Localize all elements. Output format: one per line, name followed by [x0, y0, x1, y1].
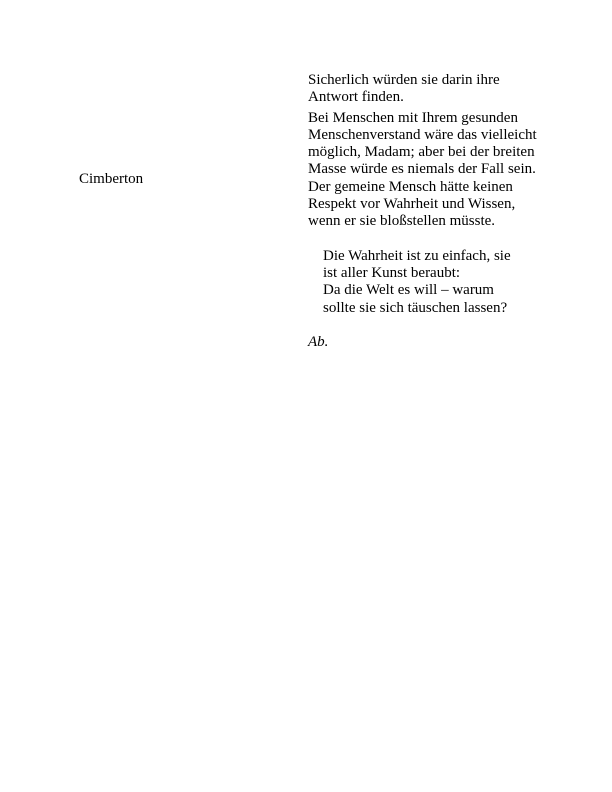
speaker-name: Cimberton	[79, 171, 144, 187]
dialogue-paragraph-1: Sicherlich würden sie darin ihre Antwort finden.	[308, 72, 500, 106]
stage-direction: Ab.	[308, 333, 329, 350]
dialogue-text	[308, 72, 538, 351]
verse-line-1: Die Wahrheit ist zu einfach, sie	[323, 247, 511, 264]
verse-line-3: Da die Welt es will – warum	[323, 282, 494, 299]
dialogue-paragraph-2: Bei Menschen mit Ihrem gesunden Menschenverstand wäre das vielleicht möglich, Madam; aber bei der breiten Masse würde es niemals der Fall sein. Der gemeine Mensch hätte keinen Respekt vor Wahrheit und Wissen, wenn er sie bloßstellen müsste.	[308, 109, 537, 230]
verse-line-4: sollte sie sich täuschen lassen?	[323, 299, 508, 316]
verse-block	[323, 248, 538, 317]
verse-line-2: ist aller Kunst beraubt:	[323, 264, 461, 281]
